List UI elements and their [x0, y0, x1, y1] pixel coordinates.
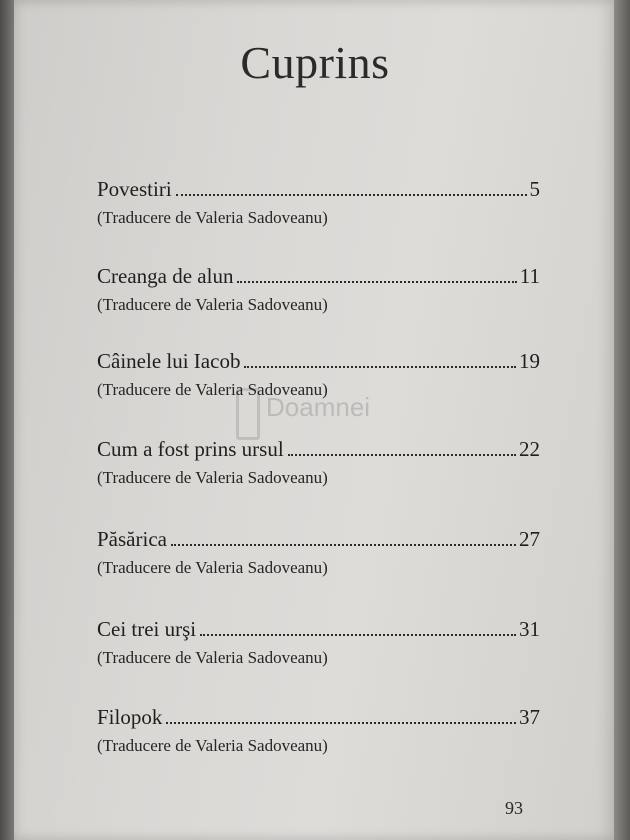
toc-page-number: 22 — [519, 437, 540, 461]
toc-title: Creanga de alun — [97, 264, 234, 288]
toc-line — [97, 263, 540, 289]
toc-line — [97, 348, 540, 374]
toc-page-number: 19 — [519, 349, 540, 373]
toc-leader-dots — [171, 543, 516, 546]
toc-title: Povestiri — [97, 177, 172, 201]
toc-title: Câinele lui Iacob — [97, 349, 241, 373]
toc-line — [97, 176, 540, 202]
watermark-text: Doamnei — [266, 392, 371, 422]
toc-line — [97, 704, 540, 730]
toc-page-number: 11 — [519, 264, 540, 288]
toc-translator: (Traducere de Valeria Sadoveanu) — [97, 648, 328, 667]
toc-entry — [97, 348, 540, 402]
toc-entry — [97, 176, 540, 230]
toc-leader-dots — [288, 453, 516, 456]
toc-entry — [97, 436, 540, 490]
toc-page-number: 31 — [519, 617, 540, 641]
toc-translator: (Traducere de Valeria Sadoveanu) — [97, 380, 328, 399]
toc-translator: (Traducere de Valeria Sadoveanu) — [97, 468, 328, 487]
toc-title: Filopok — [97, 705, 163, 729]
toc-line — [97, 616, 540, 642]
toc-leader-dots — [244, 365, 516, 368]
page-edge-shadow — [614, 0, 630, 840]
toc-translator: (Traducere de Valeria Sadoveanu) — [97, 295, 328, 314]
toc-translator: (Traducere de Valeria Sadoveanu) — [97, 736, 328, 755]
toc-entry — [97, 526, 540, 580]
toc-title: Păsărica — [97, 527, 167, 551]
toc-entry — [97, 263, 540, 317]
book-spine-shadow — [0, 0, 14, 840]
toc-page-number: 37 — [519, 705, 540, 729]
toc-leader-dots — [237, 280, 516, 283]
toc-translator: (Traducere de Valeria Sadoveanu) — [97, 208, 328, 227]
toc-line — [97, 436, 540, 462]
toc-line — [97, 526, 540, 552]
page-number: 93 — [505, 798, 523, 818]
toc-translator: (Traducere de Valeria Sadoveanu) — [97, 558, 328, 577]
page-title: Cuprins — [240, 37, 390, 88]
toc-leader-dots — [200, 633, 516, 636]
toc-entry — [97, 704, 540, 758]
toc-page-number: 5 — [529, 177, 540, 201]
toc-title: Cei trei urşi — [97, 617, 197, 641]
toc-leader-dots — [166, 721, 516, 724]
toc-leader-dots — [176, 193, 527, 196]
toc-page-number: 27 — [519, 527, 540, 551]
toc-entry — [97, 616, 540, 670]
toc-title: Cum a fost prins ursul — [97, 437, 284, 461]
